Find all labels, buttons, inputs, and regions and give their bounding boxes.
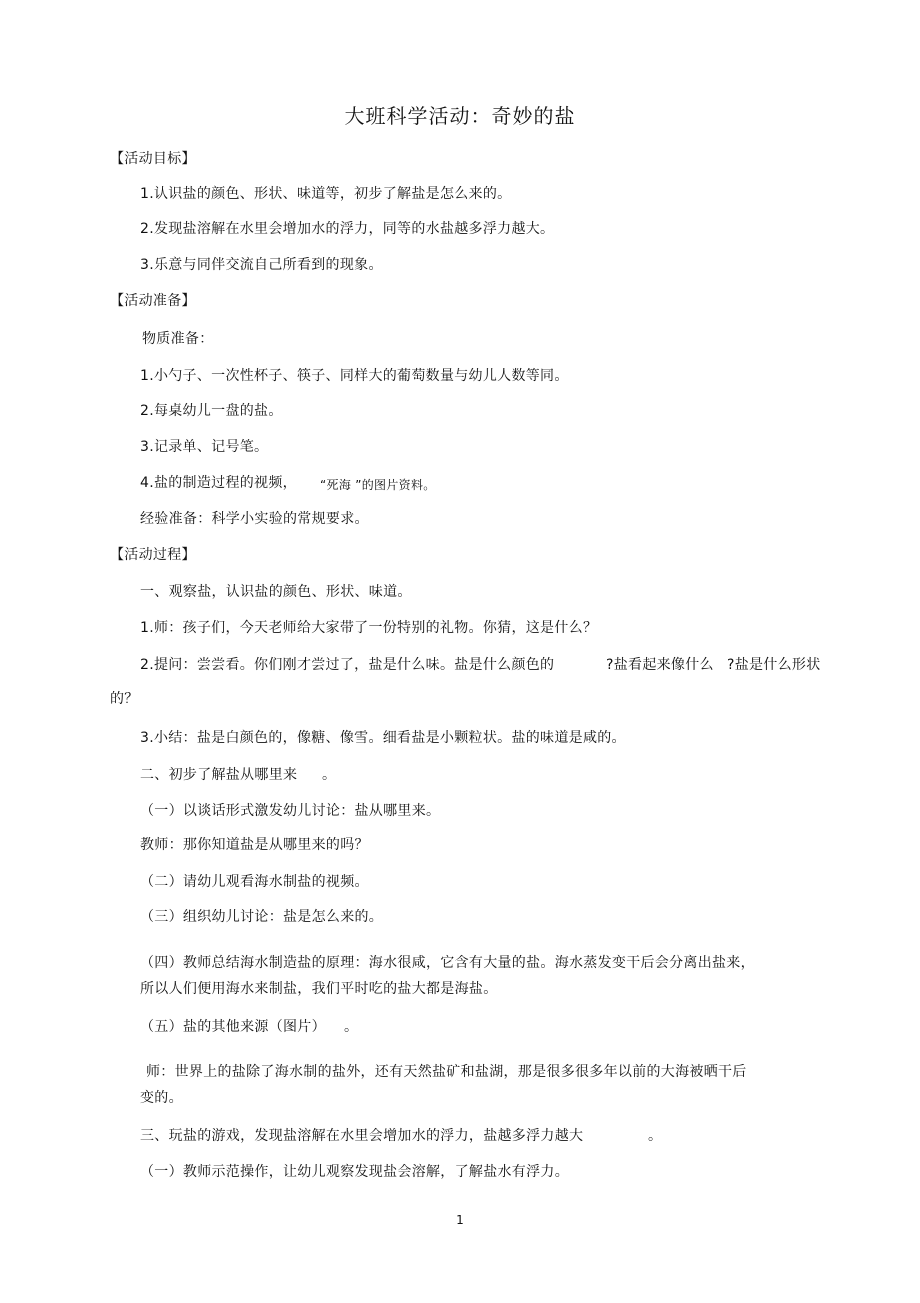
page-number: 1 [456,1213,464,1227]
process-part-3-end: 。 [648,1128,663,1144]
page-title: 大班科学活动：奇妙的盐 [344,104,576,128]
process-2-3: （三）组织幼儿讨论：盐是怎么来的。 [140,909,384,925]
prep-item-3: 3.记录单、记号笔。 [140,439,269,455]
process-2-4-line1: （四）教师总结海水制造盐的原理：海水很咸，它含有大量的盐。海水蒸发变干后会分离出盐来， [140,955,755,971]
process-3-1: （一）教师示范操作，让幼儿观察发现盐会溶解，了解盐水有浮力。 [140,1164,569,1180]
goal-item-1: 1.认识盐的颜色、形状、味道等，初步了解盐是怎么来的。 [140,186,512,202]
process-part-3: 三、玩盐的游戏，发现盐溶解在水里会增加水的浮力，盐越多浮力越大 [140,1128,584,1144]
process-2-5: （五）盐的其他来源（图片） [140,1019,326,1035]
prep-item-4: 4.盐的制造过程的视频， [140,475,297,491]
prep-item-2: 2.每桌幼儿一盘的盐。 [140,403,283,419]
process-2-1: （一）以谈话形式激发幼儿讨论：盐从哪里来。 [140,803,441,819]
process-2-6-line2: 变的。 [140,1090,183,1106]
section-heading-process: 【活动过程】 [110,547,196,563]
prep-experience: 经验准备：科学小实验的常规要求。 [140,511,369,527]
process-1-3: 3.小结：盐是白颜色的，像糖、像雪。细看盐是小颗粒状。盐的味道是咸的。 [140,730,626,746]
process-2-2: （二）请幼儿观看海水制盐的视频。 [140,874,369,890]
process-2-6-line1: 师：世界上的盐除了海水制的盐外，还有天然盐矿和盐湖，那是很多很多年以前的大海被晒干后 [146,1064,747,1080]
process-2-1-teacher: 教师：那你知道盐是从哪里来的吗？ [140,837,369,853]
process-1-2-cont: 的？ [110,691,139,707]
process-1-1: 1.师：孩子们，今天老师给大家带了一份特别的礼物。你猜，这是什么？ [140,620,598,636]
prep-item-4-tail: “死海 ”的图片资料。 [320,478,436,492]
process-2-4-line2: 所以人们便用海水来制盐，我们平时吃的盐大都是海盐。 [140,981,498,997]
process-1-2: 2.提问：尝尝看。你们刚才尝过了，盐是什么味。盐是什么颜色的 [140,657,555,673]
process-part-1: 一、观察盐，认识盐的颜色、形状、味道。 [140,584,412,600]
goal-item-3: 3.乐意与同伴交流自己所看到的现象。 [140,257,383,273]
section-heading-goals: 【活动目标】 [110,151,196,167]
prep-item-1: 1.小勺子、一次性杯子、筷子、同样大的葡萄数量与幼儿人数等同。 [140,368,569,384]
process-2-5-end: 。 [344,1019,359,1035]
process-part-2-end: 。 [322,767,337,783]
prep-material-label: 物质准备： [142,331,214,347]
process-part-2: 二、初步了解盐从哪里来 [140,767,298,783]
process-1-2-q3: ?盐是什么形状 [727,657,821,673]
process-1-2-q2: ?盐看起来像什么 [606,657,714,673]
section-heading-prep: 【活动准备】 [110,293,196,309]
goal-item-2: 2.发现盐溶解在水里会增加水的浮力，同等的水盐越多浮力越大。 [140,221,555,237]
